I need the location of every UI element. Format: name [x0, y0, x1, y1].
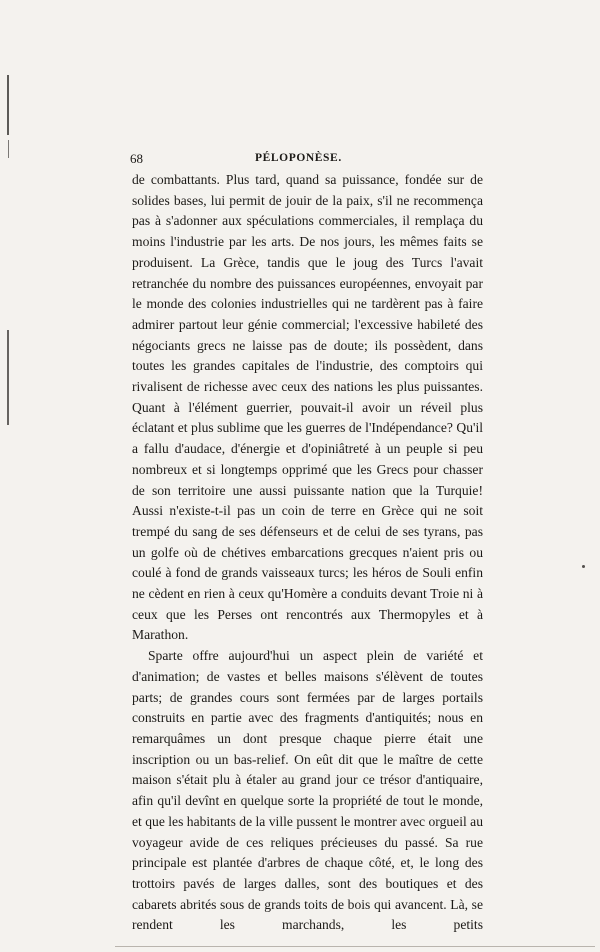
page-number: 68 [130, 151, 143, 166]
running-title: PÉLOPONÈSE. [255, 152, 342, 164]
paragraph: de combattants. Plus tard, quand sa puissance, fondée sur de solides bases, lui permit de jouir de la paix, s'il ne recommença pas à s'adonner aux spéculations commerciales, il remplaça du moins l'industrie par les arts. De nos jours, les mêmes faits se produisent. La Grèce, tandis que le joug des Turcs l'avait retranchée du nombre des puissances européennes, envoyait par le monde des colonies industrielles qui ne tardèrent pas à faire admirer partout leur génie commercial; l'excessive habileté des négociants grecs ne laisse pas de doute; ils possèdent, dans toutes les grandes capitales de l'industrie, des comptoirs qui rivalisent de richesse avec ceux des nations les plus puissantes. Quant à l'élément guerrier, pouvait-il avoir un réveil plus éclatant et plus sublime que les guerres de l'Indépendance? Qu'il a fallu d'audace, d'énergie et d'opiniâtreté à un peuple si peu nombreux et si longtemps opprimé que les Grecs pour chasser de son territoire une aussi puissante nation que la Turquie! Aussi n'existe-t-il pas un coin de terre en Grèce qui ne soit trempé du sang de ses défenseurs et de celui de ses tyrans, pas un golfe où de chétives embarcations grecques n'aient pris ou coulé à fond de grands vaisseaux turcs; les héros de Souli enfin ne cèdent en rien à ceux qu'Homère a conduits devant Troie ni à ceux que les Perses ont rencontrés aux Thermopyles et à Marathon. [132, 172, 483, 643]
scan-edge-mark [7, 330, 9, 425]
paragraph: Sparte offre aujourd'hui un aspect plein de variété et d'animation; de vastes et belles maisons s'élèvent de toutes parts; de grandes cours sont fermées par de larges portails construits en partie avec des fragments d'antiquités; nous en remarquâmes un dont presque chaque pierre était une inscription ou un bas-relief. On eût dit que le maître de cette maison s'était plu à étaler au grand jour ce trésor d'antiquaire, afin qu'il devînt en quelque sorte la propriété de tout le monde, et que les habitants de la ville pussent le montrer avec orgueil au voyageur avide de ces reliques précieuses du passé. Sa rue principale est plantée d'arbres de chaque côté, et, le long des trottoirs pavés de larges dalles, sont des boutiques et des cabarets abrités sous de grands toits de bois qui avancent. Là, se rendent les marchands, les petits [132, 648, 483, 933]
page-bottom-edge [115, 946, 595, 947]
ink-speck [582, 565, 585, 568]
scan-edge-mark [8, 140, 9, 158]
page-header [130, 151, 485, 167]
scan-edge-mark [7, 75, 9, 135]
body-text [132, 170, 483, 936]
